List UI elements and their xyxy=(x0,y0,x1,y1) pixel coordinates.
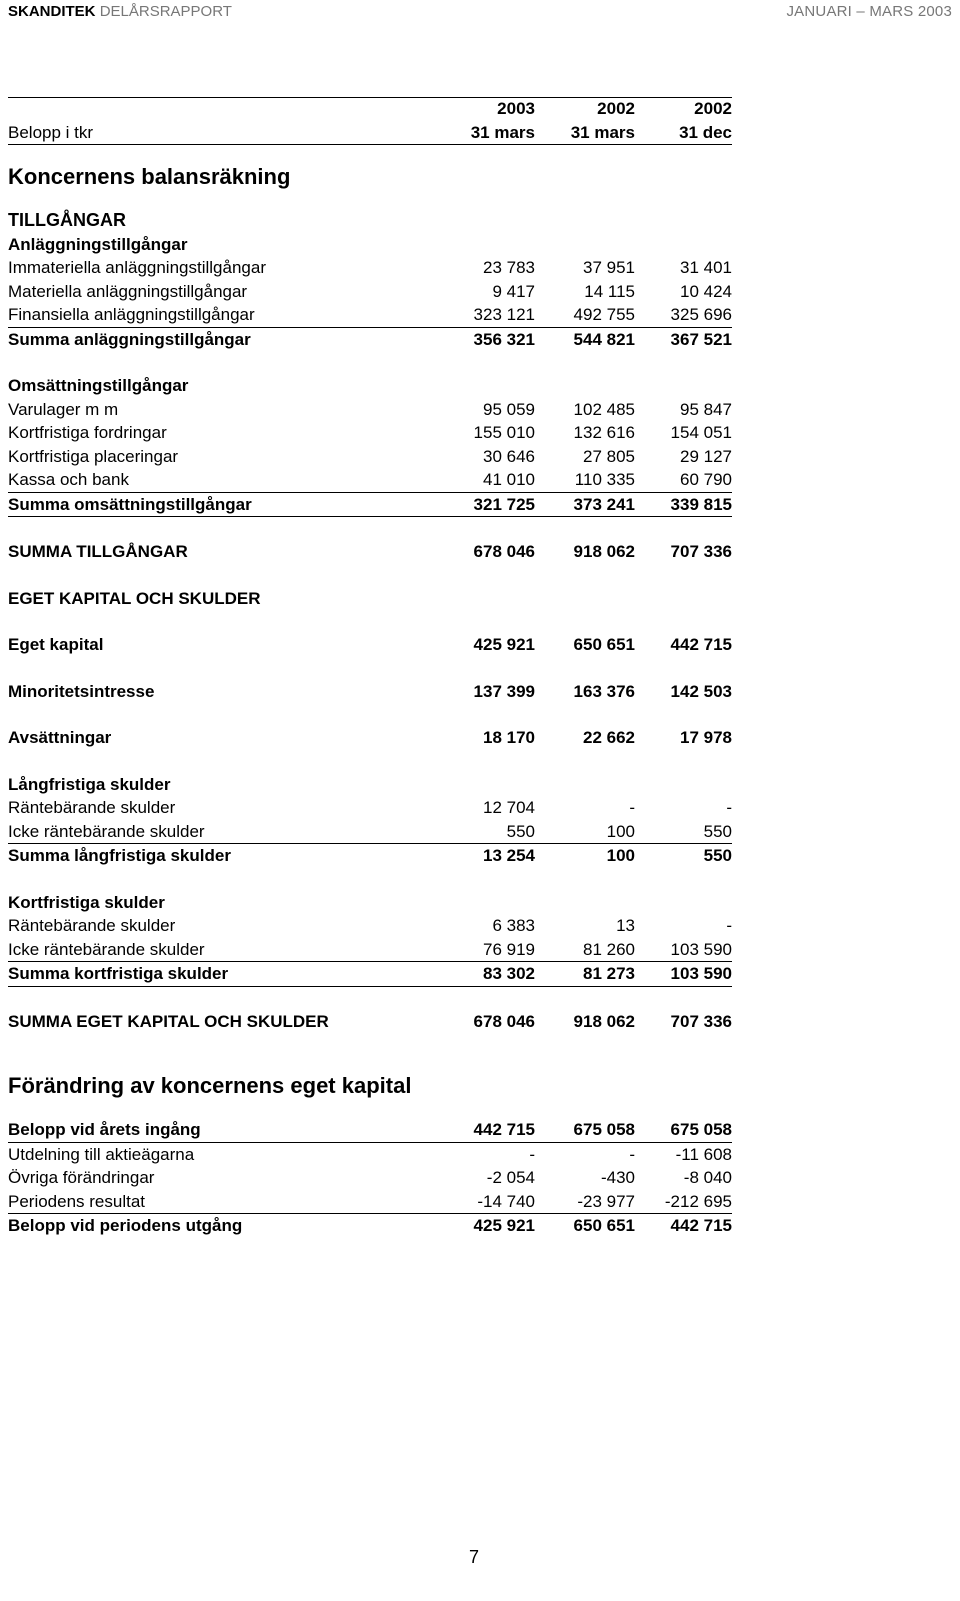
cell: 678 046 xyxy=(473,1011,535,1031)
cell: 339 815 xyxy=(670,494,732,514)
year-col-3: 2002 xyxy=(694,99,732,118)
cell: 442 715 xyxy=(670,1216,732,1235)
cell: 650 651 xyxy=(573,635,635,654)
row-label: Belopp vid årets ingång xyxy=(8,1120,201,1139)
date-col-1: 31 mars xyxy=(470,122,535,142)
row-label: Avsättningar xyxy=(8,728,112,747)
cell: 29 127 xyxy=(680,446,732,466)
fixed-heading xyxy=(8,233,732,257)
cell: - xyxy=(726,916,732,935)
balance-title xyxy=(8,157,732,197)
date-col-3: 31 dec xyxy=(679,122,732,142)
cell: 95 847 xyxy=(680,399,732,419)
minority-row xyxy=(8,680,732,704)
company-name: SKANDITEK xyxy=(8,3,96,20)
row-label: Kortfristiga placeringar xyxy=(8,446,179,466)
sum-row xyxy=(8,962,732,987)
row-label: Räntebärande skulder xyxy=(8,916,176,935)
cell: -2 054 xyxy=(486,1168,535,1187)
cell: 31 401 xyxy=(680,258,732,277)
cell: 81 260 xyxy=(583,939,635,959)
current-heading xyxy=(8,374,732,398)
cell: 707 336 xyxy=(670,542,732,561)
cell: 14 115 xyxy=(584,281,635,301)
sum-row xyxy=(8,844,732,868)
cell: -14 740 xyxy=(477,1191,535,1211)
row-label: Periodens resultat xyxy=(8,1191,146,1211)
row-label: Eget kapital xyxy=(8,635,104,654)
table-row xyxy=(8,914,732,938)
cell: 425 921 xyxy=(473,635,535,654)
table-row xyxy=(8,468,732,493)
cell: 142 503 xyxy=(670,681,732,701)
opening-balance-row xyxy=(8,1118,732,1143)
date-col-2: 31 mars xyxy=(570,122,635,142)
cell: 373 241 xyxy=(573,494,635,514)
table-row xyxy=(8,421,732,445)
shortterm-heading xyxy=(8,891,732,915)
closing-balance-row xyxy=(8,1214,732,1238)
fixed-heading-text: Anläggningstillgångar xyxy=(8,234,188,254)
row-label: Icke räntebärande skulder xyxy=(8,821,205,841)
cell: 23 783 xyxy=(483,258,535,277)
table-row xyxy=(8,1190,732,1215)
total-assets-row xyxy=(8,540,732,564)
cell: 81 273 xyxy=(583,964,635,983)
report-type: DELÅRSRAPPORT xyxy=(99,3,232,20)
row-label: Minoritetsintresse xyxy=(8,681,155,701)
row-label: SUMMA TILLGÅNGAR xyxy=(8,542,188,561)
equity-liabilities-heading-text: EGET KAPITAL OCH SKULDER xyxy=(8,588,261,608)
cell: 325 696 xyxy=(670,305,732,324)
table-row xyxy=(8,280,732,304)
cell: 550 xyxy=(703,821,732,841)
cell: - xyxy=(629,1144,635,1164)
cell: 442 715 xyxy=(473,1120,535,1139)
year-col-1: 2003 xyxy=(497,99,535,118)
cell: 103 590 xyxy=(670,939,732,959)
amount-unit-label: Belopp i tkr xyxy=(8,122,94,142)
row-label: Summa anläggningstillgångar xyxy=(8,329,251,349)
table-row xyxy=(8,445,732,469)
header-left xyxy=(8,3,232,20)
current-heading-text: Omsättningstillgångar xyxy=(8,376,189,395)
cell: 550 xyxy=(506,821,535,841)
cell: 918 062 xyxy=(573,1011,635,1031)
cell: 103 590 xyxy=(670,964,732,983)
cell: 323 121 xyxy=(473,305,535,324)
year-col-2: 2002 xyxy=(597,99,635,118)
cell: - xyxy=(529,1144,535,1164)
longterm-heading-text: Långfristiga skulder xyxy=(8,774,171,794)
financial-table xyxy=(8,96,732,1238)
cell: 13 254 xyxy=(483,846,535,865)
row-label: Varulager m m xyxy=(8,399,119,419)
cell: -8 040 xyxy=(683,1168,732,1187)
row-label: Immateriella anläggningstillgångar xyxy=(8,258,266,277)
table-row xyxy=(8,398,732,422)
table-row xyxy=(8,1143,732,1167)
cell: 10 424 xyxy=(680,281,732,301)
total-equity-liabilities-row xyxy=(8,1010,732,1034)
cell: 100 xyxy=(606,821,635,841)
cell: 492 755 xyxy=(573,305,635,324)
cell: 37 951 xyxy=(583,258,635,277)
cell: 356 321 xyxy=(473,329,535,349)
cell: 137 399 xyxy=(473,681,535,701)
cell: 544 821 xyxy=(573,329,635,349)
row-label: Belopp vid periodens utgång xyxy=(8,1216,243,1235)
assets-heading xyxy=(8,209,732,233)
cell: -23 977 xyxy=(577,1191,635,1211)
cell: 18 170 xyxy=(483,728,535,747)
equity-liabilities-heading xyxy=(8,587,732,611)
longterm-heading xyxy=(8,773,732,797)
row-label: Icke räntebärande skulder xyxy=(8,939,205,959)
provisions-row xyxy=(8,726,732,750)
row-label: Räntebärande skulder xyxy=(8,798,176,817)
cell: 155 010 xyxy=(473,423,535,442)
sum-row xyxy=(8,493,732,518)
cell: -430 xyxy=(600,1168,635,1187)
cell: 425 921 xyxy=(473,1216,535,1235)
assets-heading-text: TILLGÅNGAR xyxy=(8,210,126,230)
row-label: Övriga förändringar xyxy=(8,1168,155,1187)
cell: 442 715 xyxy=(670,635,732,654)
row-label: Utdelning till aktieägarna xyxy=(8,1144,195,1164)
cell: 154 051 xyxy=(670,423,732,442)
page-number: 7 xyxy=(468,1547,479,1567)
equity-change-title-text: Förändring av koncernens eget kapital xyxy=(8,1073,412,1098)
cell: 918 062 xyxy=(573,542,635,561)
cell: 60 790 xyxy=(680,470,732,489)
row-label: Kassa och bank xyxy=(8,470,129,489)
table-row xyxy=(8,303,732,328)
cell: 76 919 xyxy=(483,939,535,959)
cell: 30 646 xyxy=(483,446,535,466)
cell: -11 608 xyxy=(675,1144,732,1164)
cell: 41 010 xyxy=(483,470,535,489)
report-period: JANUARI – MARS 2003 xyxy=(786,3,952,20)
cell: 321 725 xyxy=(473,494,535,514)
cell: 22 662 xyxy=(583,728,635,747)
balance-title-text: Koncernens balansräkning xyxy=(8,164,291,189)
row-label: Finansiella anläggningstillgångar xyxy=(8,305,255,324)
cell: 110 335 xyxy=(574,470,635,489)
table-row xyxy=(8,1166,732,1190)
column-years xyxy=(8,97,732,121)
table-row xyxy=(8,256,732,280)
cell: 27 805 xyxy=(583,446,635,466)
equity-change-title xyxy=(8,1066,732,1106)
row-label: Kortfristiga fordringar xyxy=(8,423,167,442)
cell: 707 336 xyxy=(670,1011,732,1031)
cell: 163 376 xyxy=(573,681,635,701)
cell: -212 695 xyxy=(664,1191,732,1211)
cell: 550 xyxy=(703,846,732,865)
sum-row xyxy=(8,328,732,352)
table-row xyxy=(8,938,732,963)
cell: - xyxy=(726,798,732,817)
table-row xyxy=(8,820,732,845)
cell: 6 383 xyxy=(492,916,535,935)
cell: 100 xyxy=(606,846,635,865)
cell: 367 521 xyxy=(670,329,732,349)
shortterm-heading-text: Kortfristiga skulder xyxy=(8,892,165,912)
row-label: Summa långfristiga skulder xyxy=(8,846,231,865)
cell: 12 704 xyxy=(483,798,535,817)
cell: 9 417 xyxy=(492,281,535,301)
table-row xyxy=(8,796,732,820)
cell: 675 058 xyxy=(670,1120,732,1139)
row-label: Summa kortfristiga skulder xyxy=(8,964,229,983)
row-label: Summa omsättningstillgångar xyxy=(8,494,252,514)
cell: 95 059 xyxy=(483,399,535,419)
row-label: SUMMA EGET KAPITAL OCH SKULDER xyxy=(8,1011,329,1031)
cell: 83 302 xyxy=(483,964,535,983)
cell: 650 651 xyxy=(573,1216,635,1235)
cell: 678 046 xyxy=(473,542,535,561)
row-label: Materiella anläggningstillgångar xyxy=(8,281,248,301)
column-dates xyxy=(8,121,732,146)
cell: 132 616 xyxy=(573,423,635,442)
cell: 102 485 xyxy=(573,399,635,419)
cell: 17 978 xyxy=(680,728,732,747)
cell: 675 058 xyxy=(573,1120,635,1139)
page-header xyxy=(8,3,952,23)
cell: 13 xyxy=(616,916,635,935)
equity-row xyxy=(8,633,732,657)
cell: - xyxy=(629,798,635,817)
